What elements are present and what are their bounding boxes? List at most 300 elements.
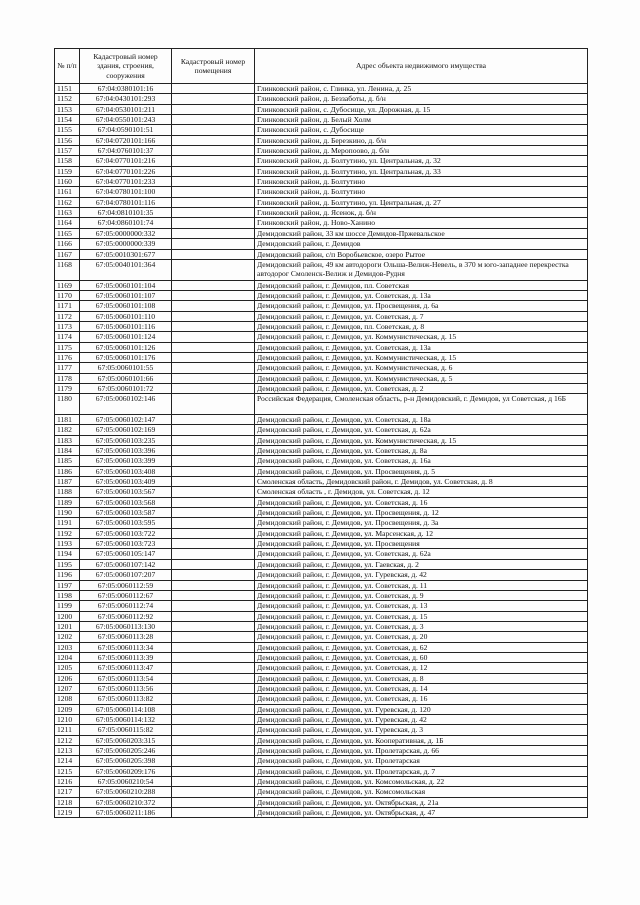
table-row [55,714,588,724]
row-number: 1158 [55,156,80,166]
row-room-number [172,446,255,456]
row-cadastral-number: 67:05:0060113:34 [80,642,172,652]
row-cadastral-number: 67:05:0060101:107 [80,290,172,300]
row-cadastral-number: 67:05:0060114:108 [80,704,172,714]
row-room-number [172,559,255,569]
row-room-number [172,301,255,311]
row-number: 1162 [55,197,80,207]
row-number: 1175 [55,342,80,352]
row-number: 1153 [55,104,80,114]
row-address: Демидовский район, г. Демидов, ул. Советская, д. 13 [255,601,588,611]
row-address: Демидовский район, г. Демидов, ул. Комсомольская, д. 22 [255,777,588,787]
table-row [55,94,588,104]
row-number: 1173 [55,321,80,331]
table-row [55,84,588,94]
row-address: Демидовский район, г. Демидов, ул. Коммунистическая, д. 15 [255,435,588,445]
row-room-number [172,332,255,342]
row-address: Демидовский район, г. Демидов, ул. Комсомольская [255,787,588,797]
table-row [55,777,588,787]
row-cadastral-number: 67:05:0060112:67 [80,590,172,600]
row-cadastral-number: 67:05:0060101:66 [80,373,172,383]
row-address: Демидовский район, г. Демидов, ул. Советская, д. 8 [255,673,588,683]
row-cadastral-number: 67:05:0060205:398 [80,756,172,766]
table-row [55,642,588,652]
row-cadastral-number: 67:05:0060114:132 [80,714,172,724]
row-number: 1219 [55,808,80,818]
row-room-number [172,249,255,259]
row-cadastral-number: 67:05:0060103:722 [80,528,172,538]
row-number: 1194 [55,549,80,559]
table-row [55,446,588,456]
row-cadastral-number: 67:05:0060105:147 [80,549,172,559]
row-address: Демидовский район, г. Демидов, ул. Советская, д. 11 [255,580,588,590]
table-row [55,632,588,642]
row-room-number [172,94,255,104]
row-number: 1186 [55,466,80,476]
row-cadastral-number: 67:05:0060101:72 [80,383,172,393]
row-room-number [172,146,255,156]
row-address: Демидовский район, г. Демидов, ул. Советская, д. 16а [255,456,588,466]
table-row [55,590,588,600]
row-address: Демидовский район, г. Демидов, ул. Просвещения [255,539,588,549]
row-cadastral-number: 67:05:0060103:568 [80,497,172,507]
row-address: Демидовский район, г. Демидов, ул. Пролетарская, д. 66 [255,746,588,756]
row-address: Демидовский район, г. Демидов, ул. Просвещения, д. 3а [255,518,588,528]
row-number: 1215 [55,766,80,776]
row-number: 1196 [55,570,80,580]
row-room-number [172,415,255,425]
row-number: 1179 [55,383,80,393]
row-number: 1212 [55,735,80,745]
row-cadastral-number: 67:04:0770101:233 [80,177,172,187]
table-row [55,280,588,290]
table-row [55,249,588,259]
row-cadastral-number: 67:05:0060210:54 [80,777,172,787]
row-cadastral-number: 67:05:0060101:126 [80,342,172,352]
row-room-number [172,125,255,135]
row-address: Глинковский район, д. Болтутино [255,187,588,197]
row-room-number [172,104,255,114]
row-number: 1163 [55,208,80,218]
row-cadastral-number: 67:05:0060103:235 [80,435,172,445]
row-cadastral-number: 67:05:0060113:47 [80,663,172,673]
table-row [55,228,588,238]
row-room-number [172,601,255,611]
table-row [55,135,588,145]
row-number: 1181 [55,415,80,425]
row-room-number [172,156,255,166]
row-address: Демидовский район, г. Демидов, ул. Советская, д. 15 [255,611,588,621]
table-row [55,332,588,342]
row-cadastral-number: 67:05:0060113:82 [80,694,172,704]
row-cadastral-number: 67:05:0060112:59 [80,580,172,590]
row-number: 1214 [55,756,80,766]
row-cadastral-number: 67:05:0060210:288 [80,787,172,797]
table-row [55,311,588,321]
table-row [55,559,588,569]
row-cadastral-number: 67:05:0060103:409 [80,477,172,487]
table-row [55,673,588,683]
row-address: Демидовский район, г. Демидов, ул. Коммунистическая, д. 15 [255,352,588,362]
table-row [55,518,588,528]
row-cadastral-number: 67:05:0060103:595 [80,518,172,528]
row-address: Демидовский район, г. Демидов, ул. Кооперативная, д. 1Б [255,735,588,745]
row-number: 1161 [55,187,80,197]
row-room-number [172,311,255,321]
table-row [55,218,588,228]
row-number: 1167 [55,249,80,259]
row-cadastral-number: 67:05:0060113:130 [80,621,172,631]
row-room-number [172,787,255,797]
row-number: 1171 [55,301,80,311]
table-row [55,177,588,187]
row-number: 1188 [55,487,80,497]
table-row [55,321,588,331]
row-number: 1169 [55,280,80,290]
row-room-number [172,259,255,280]
row-number: 1159 [55,166,80,176]
row-room-number [172,528,255,538]
row-number: 1199 [55,601,80,611]
row-cadastral-number: 67:04:0760101:37 [80,146,172,156]
row-cadastral-number: 67:04:0780101:116 [80,197,172,207]
table-row [55,746,588,756]
row-address: Демидовский район, г. Демидов, ул. Октябрьская, д. 47 [255,808,588,818]
row-address: Демидовский район, г. Демидов, ул. Советская, д. 3 [255,621,588,631]
row-cadastral-number: 67:05:0060203:315 [80,735,172,745]
row-room-number [172,497,255,507]
row-cadastral-number: 67:04:0860101:74 [80,218,172,228]
row-room-number [172,652,255,662]
row-address: Демидовский район, г. Демидов, ул. Гуревская, д. 120 [255,704,588,714]
row-number: 1205 [55,663,80,673]
row-address: Демидовский район, г. Демидов, ул. Гуревская, д. 42 [255,714,588,724]
row-address: Демидовский район, г. Демидов, ул. Советская, д. 16 [255,497,588,507]
table-row [55,342,588,352]
table-row [55,621,588,631]
row-address: Глинковский район, д. Белый Холм [255,115,588,125]
row-cadastral-number: 67:05:0060101:108 [80,301,172,311]
row-cadastral-number: 67:05:0060103:396 [80,446,172,456]
row-cadastral-number: 67:05:0060112:74 [80,601,172,611]
row-address: Демидовский район, г. Демидов, ул. Коммунистическая, д. 6 [255,363,588,373]
row-number: 1198 [55,590,80,600]
row-address: Российская Федерация, Смоленская область, р-н Демидовский, г. Демидов, ул Советская, д 16Б [255,394,588,415]
header-row [55,49,588,84]
table-row [55,301,588,311]
row-number: 1213 [55,746,80,756]
table-row [55,125,588,135]
row-number: 1201 [55,621,80,631]
row-address: Демидовский район, г. Демидов, пл. Советская [255,280,588,290]
row-number: 1204 [55,652,80,662]
row-number: 1197 [55,580,80,590]
row-cadastral-number: 67:04:0590101:51 [80,125,172,135]
table-row [55,549,588,559]
row-cadastral-number: 67:05:0010301:677 [80,249,172,259]
row-room-number [172,477,255,487]
row-number: 1182 [55,425,80,435]
row-room-number [172,187,255,197]
row-room-number [172,621,255,631]
row-cadastral-number: 67:05:0060102:146 [80,394,172,415]
row-room-number [172,539,255,549]
table-row [55,373,588,383]
table-row [55,456,588,466]
row-room-number [172,218,255,228]
row-address: Демидовский район, г. Демидов, пл. Советская, д. 8 [255,321,588,331]
table-row [55,290,588,300]
row-number: 1154 [55,115,80,125]
table-row [55,208,588,218]
row-number: 1211 [55,725,80,735]
row-cadastral-number: 67:05:0060101:55 [80,363,172,373]
row-room-number [172,632,255,642]
table-row [55,611,588,621]
row-cadastral-number: 67:05:0060205:246 [80,746,172,756]
row-cadastral-number: 67:05:0060107:142 [80,559,172,569]
row-room-number [172,166,255,176]
row-cadastral-number: 67:05:0060103:567 [80,487,172,497]
row-cadastral-number: 67:05:0060103:587 [80,508,172,518]
row-number: 1184 [55,446,80,456]
row-room-number [172,704,255,714]
row-number: 1200 [55,611,80,621]
row-address: Глинковский район, д. Болтутино, ул. Центральная, д. 27 [255,197,588,207]
table-row [55,508,588,518]
row-cadastral-number: 67:05:0060209:176 [80,766,172,776]
row-number: 1202 [55,632,80,642]
row-room-number [172,373,255,383]
row-cadastral-number: 67:05:0060102:169 [80,425,172,435]
row-room-number [172,84,255,94]
row-room-number [172,580,255,590]
row-number: 1217 [55,787,80,797]
row-address: Демидовский район, г. Демидов, ул. Марсенская, д. 12 [255,528,588,538]
table-row [55,259,588,280]
table-row [55,601,588,611]
row-room-number [172,197,255,207]
table-row [55,166,588,176]
table-row [55,394,588,415]
row-number: 1209 [55,704,80,714]
row-address: Демидовский район, г. Демидов, ул. Советская, д. 13а [255,290,588,300]
row-room-number [172,425,255,435]
row-room-number [172,435,255,445]
row-room-number [172,746,255,756]
row-address: Глинковский район, д. Беззаботы, д. б/н [255,94,588,104]
row-address: Демидовский район, г. Демидов, ул. Пролетарская [255,756,588,766]
row-cadastral-number: 67:04:0780101:100 [80,187,172,197]
row-number: 1151 [55,84,80,94]
row-address: Глинковский район, д. Болтутино [255,177,588,187]
table-row [55,683,588,693]
row-cadastral-number: 67:05:0060103:399 [80,456,172,466]
row-address: Демидовский район, г. Демидов [255,239,588,249]
row-number: 1172 [55,311,80,321]
row-room-number [172,321,255,331]
row-cadastral-number: 67:05:0060101:104 [80,280,172,290]
table-row [55,570,588,580]
table-row [55,363,588,373]
row-room-number [172,642,255,652]
row-number: 1218 [55,797,80,807]
row-address: Глинковский район, д. Березкино, д. б/н [255,135,588,145]
row-room-number [172,394,255,415]
table-row [55,580,588,590]
table-row [55,383,588,393]
row-room-number [172,115,255,125]
row-address: Смоленская область, Демидовский район, г. Демидов, ул. Советская, д. 8 [255,477,588,487]
table-row [55,115,588,125]
row-address: Демидовский район, г. Демидов, ул. Просвещения, д. 5 [255,466,588,476]
row-cadastral-number: 67:05:0060113:54 [80,673,172,683]
row-number: 1180 [55,394,80,415]
row-address: Демидовский район, г. Демидов, ул. Советская, д. 8а [255,446,588,456]
table-row [55,539,588,549]
header-address: Адрес объекта недвижимого имущества [255,49,588,84]
table-row [55,756,588,766]
row-address: Глинковский район, с. Дубосище [255,125,588,135]
row-room-number [172,466,255,476]
row-cadastral-number: 67:05:0060101:176 [80,352,172,362]
row-number: 1192 [55,528,80,538]
row-address: Демидовский район, г. Демидов, ул. Коммунистическая, д. 15 [255,332,588,342]
row-number: 1165 [55,228,80,238]
row-room-number [172,342,255,352]
row-address: Глинковский район, д. Меропоово, д. б/н [255,146,588,156]
row-cadastral-number: 67:05:0060101:124 [80,332,172,342]
row-room-number [172,683,255,693]
row-room-number [172,290,255,300]
row-room-number [172,797,255,807]
row-address: Глинковский район, с. Дубосище, ул. Дорожная, д. 15 [255,104,588,114]
row-room-number [172,352,255,362]
row-room-number [172,590,255,600]
row-number: 1174 [55,332,80,342]
row-number: 1168 [55,259,80,280]
header-cadastral: Кадастровый номер здания, строения, сооружения [80,49,172,84]
row-room-number [172,177,255,187]
row-number: 1216 [55,777,80,787]
row-room-number [172,611,255,621]
table-row [55,704,588,714]
row-number: 1185 [55,456,80,466]
row-address: Демидовский район, г. Демидов, ул. Октябрьская, д. 21а [255,797,588,807]
table-row [55,187,588,197]
row-address: Демидовский район, с/п Воробьевское, озеро Рытое [255,249,588,259]
row-cadastral-number: 67:05:0060102:147 [80,415,172,425]
row-address: Глинковский район, с. Глинка, ул. Ленина, д. 25 [255,84,588,94]
row-address: Демидовский район, г. Демидов, ул. Гуревская, д. 42 [255,570,588,580]
row-cadastral-number: 67:05:0040101:364 [80,259,172,280]
table-row [55,415,588,425]
row-address: Демидовский район, г. Демидов, ул. Советская, д. 20 [255,632,588,642]
row-cadastral-number: 67:04:0530101:211 [80,104,172,114]
row-room-number [172,280,255,290]
row-number: 1178 [55,373,80,383]
row-number: 1208 [55,694,80,704]
row-room-number [172,777,255,787]
row-cadastral-number: 67:05:0060113:28 [80,632,172,642]
row-number: 1187 [55,477,80,487]
table-row [55,146,588,156]
row-cadastral-number: 67:05:0060103:408 [80,466,172,476]
row-address: Демидовский район, г. Демидов, ул. Советская, д. 7 [255,311,588,321]
table-row [55,156,588,166]
header-num: № п/п [55,49,80,84]
row-address: Демидовский район, г. Демидов, ул. Советская, д. 2 [255,383,588,393]
row-address: Демидовский район, г. Демидов, ул. Советская, д. 13а [255,342,588,352]
row-room-number [172,694,255,704]
row-room-number [172,518,255,528]
table-row [55,497,588,507]
table-row [55,197,588,207]
row-room-number [172,808,255,818]
row-address: Демидовский район, г. Демидов, ул. Советская, д. 18а [255,415,588,425]
row-number: 1207 [55,683,80,693]
row-address: Демидовский район, г. Демидов, ул. Советская, д. 62а [255,549,588,559]
row-cadastral-number: 67:05:0060113:56 [80,683,172,693]
row-address: Демидовский район, г. Демидов, ул. Коммунистическая, д. 5 [255,373,588,383]
row-address: Глинковский район, д. Ясенок, д. б/н [255,208,588,218]
row-cadastral-number: 67:05:0060103:723 [80,539,172,549]
row-cadastral-number: 67:04:0550101:243 [80,115,172,125]
row-cadastral-number: 67:05:0000000:339 [80,239,172,249]
row-address: Демидовский район, г. Демидов, ул. Советская, д. 60 [255,652,588,662]
row-number: 1156 [55,135,80,145]
row-address: Демидовский район, г. Демидов, ул. Гуревская, д. 3 [255,725,588,735]
row-cadastral-number: 67:05:0060107:207 [80,570,172,580]
row-cadastral-number: 67:05:0060101:116 [80,321,172,331]
row-number: 1176 [55,352,80,362]
row-number: 1177 [55,363,80,373]
row-address: Демидовский район, г. Демидов, ул. Советская, д. 12 [255,663,588,673]
row-address: Глинковский район, д. Болтутино, ул. Центральная, д. 32 [255,156,588,166]
row-room-number [172,228,255,238]
row-room-number [172,570,255,580]
row-cadastral-number: 67:05:0000000:332 [80,228,172,238]
row-room-number [172,673,255,683]
row-room-number [172,239,255,249]
table-row [55,808,588,818]
table-row [55,487,588,497]
row-address: Демидовский район, г. Демидов, ул. Пролетарская, д. 7 [255,766,588,776]
row-number: 1193 [55,539,80,549]
table-row [55,239,588,249]
table-row [55,725,588,735]
header-room: Кадастровый номер помещения [172,49,255,84]
row-room-number [172,549,255,559]
row-room-number [172,383,255,393]
row-address: Демидовский район, г. Демидов, ул. Советская, д. 9 [255,590,588,600]
table-row [55,787,588,797]
table-row [55,663,588,673]
row-room-number [172,756,255,766]
row-number: 1157 [55,146,80,156]
row-room-number [172,766,255,776]
row-cadastral-number: 67:05:0060101:110 [80,311,172,321]
row-cadastral-number: 67:05:0060115:82 [80,725,172,735]
table-body [55,84,588,818]
table-row [55,652,588,662]
row-number: 1195 [55,559,80,569]
row-room-number [172,663,255,673]
row-room-number [172,735,255,745]
row-number: 1210 [55,714,80,724]
row-room-number [172,135,255,145]
row-room-number [172,456,255,466]
